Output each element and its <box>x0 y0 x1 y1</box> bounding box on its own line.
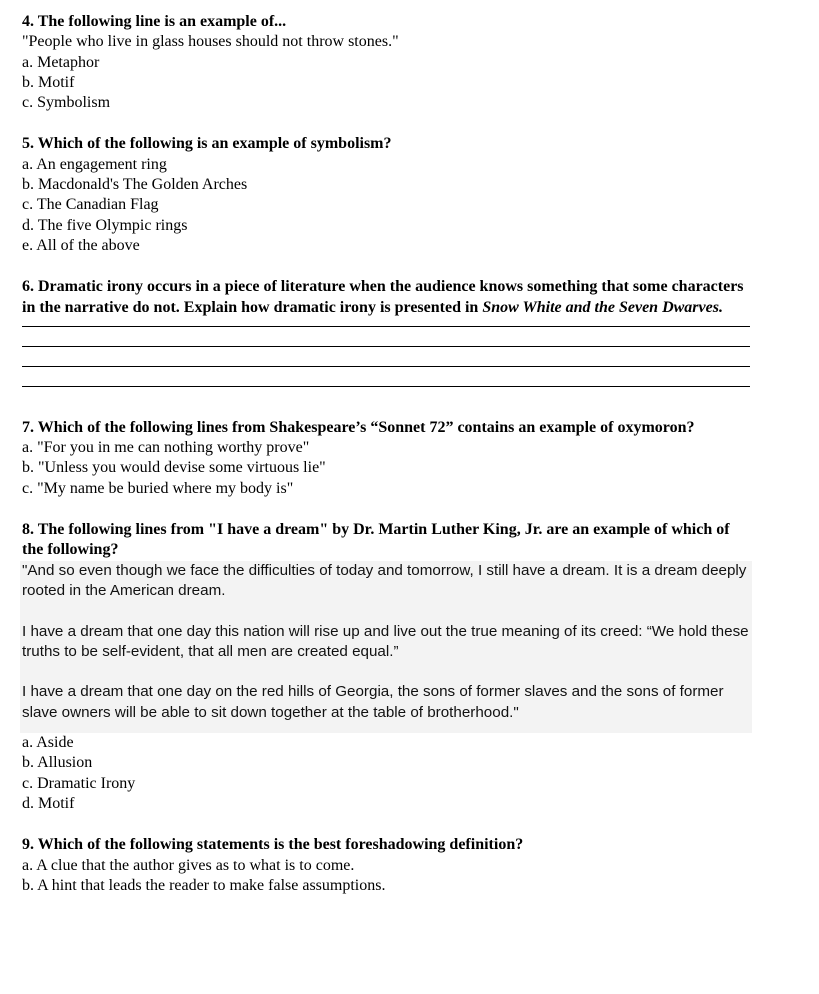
option-e[interactable]: e. All of the above <box>22 236 140 254</box>
question-title <box>22 835 752 855</box>
option-d[interactable]: d. The five Olympic rings <box>22 216 188 234</box>
answer-line[interactable] <box>22 386 750 387</box>
question-number: 6. <box>22 278 34 296</box>
question-5 <box>22 134 752 256</box>
question-prompt: "People who live in glass houses should not throw stones." <box>22 33 399 51</box>
question-text-italic: Snow White and the Seven Dwarves. <box>482 298 723 316</box>
question-title <box>22 418 752 438</box>
option-b[interactable]: b. Motif <box>22 73 75 91</box>
question-number: 8. <box>22 521 34 539</box>
option-a[interactable]: a. A clue that the author gives as to what is to come. <box>22 856 355 874</box>
answer-lines[interactable] <box>22 326 752 387</box>
option-d[interactable]: d. Motif <box>22 794 75 812</box>
quote-paragraph: I have a dream that one day on the red hills of Georgia, the sons of former slaves and the sons of former slave owners will be able to sit down together at the table of brotherhood." <box>22 683 724 721</box>
option-c[interactable]: c. Symbolism <box>22 94 111 112</box>
question-number: 9. <box>22 836 34 854</box>
option-c[interactable]: c. "My name be buried where my body is" <box>22 479 294 497</box>
option-b[interactable]: b. Macdonald's The Golden Arches <box>22 176 248 194</box>
question-title <box>22 134 752 154</box>
option-b[interactable]: b. A hint that leads the reader to make false assumptions. <box>22 876 386 894</box>
quiz-document <box>22 12 752 917</box>
option-c[interactable]: c. Dramatic Irony <box>22 774 136 792</box>
question-number: 7. <box>22 418 34 436</box>
question-6 <box>22 277 752 387</box>
option-b[interactable]: b. "Unless you would devise some virtuous lie" <box>22 459 326 477</box>
question-title <box>22 12 752 32</box>
question-text: The following line is an example of... <box>37 13 287 30</box>
quote-paragraph: "And so even though we face the difficulties of today and tomorrow, I still have a dream. It is a dream deeply rooted in the American dream. <box>22 561 747 599</box>
answer-line[interactable] <box>22 366 750 367</box>
answer-line[interactable] <box>22 346 750 347</box>
question-text: Which of the following statements is the best foreshadowing definition? <box>37 836 524 854</box>
option-c[interactable]: c. The Canadian Flag <box>22 196 159 214</box>
option-a[interactable]: a. An engagement ring <box>22 155 167 173</box>
question-8 <box>22 520 752 814</box>
question-7 <box>22 418 752 499</box>
question-text: The following lines from "I have a dream" by Dr. Martin Luther King, Jr. are an example of which of the following? <box>22 521 730 559</box>
option-a[interactable]: a. Metaphor <box>22 53 100 71</box>
question-number: 5. <box>22 135 34 153</box>
question-title <box>22 277 752 318</box>
question-4 <box>22 12 752 113</box>
question-text: Which of the following lines from Shakespeare’s “Sonnet 72” contains an example of oxymoron? <box>37 418 695 436</box>
answer-line[interactable] <box>22 326 750 327</box>
option-a[interactable]: a. "For you in me can nothing worthy prove" <box>22 439 310 457</box>
quote-paragraph: I have a dream that one day this nation will rise up and live out the true meaning of its creed: “We hold these truths to be self-evident, that all men are created equal.” <box>22 622 749 660</box>
question-text: Dramatic irony occurs in a piece of literature when the audience knows something that some characters in the narrative do not. Explain how dramatic irony is presented in <box>22 278 744 316</box>
question-text: Which of the following is an example of symbolism? <box>37 135 392 153</box>
option-b[interactable]: b. Allusion <box>22 754 93 772</box>
question-number: 4. <box>22 13 34 30</box>
question-title <box>22 520 752 561</box>
option-a[interactable]: a. Aside <box>22 734 74 752</box>
speech-quote <box>20 561 752 733</box>
question-9 <box>22 835 752 896</box>
